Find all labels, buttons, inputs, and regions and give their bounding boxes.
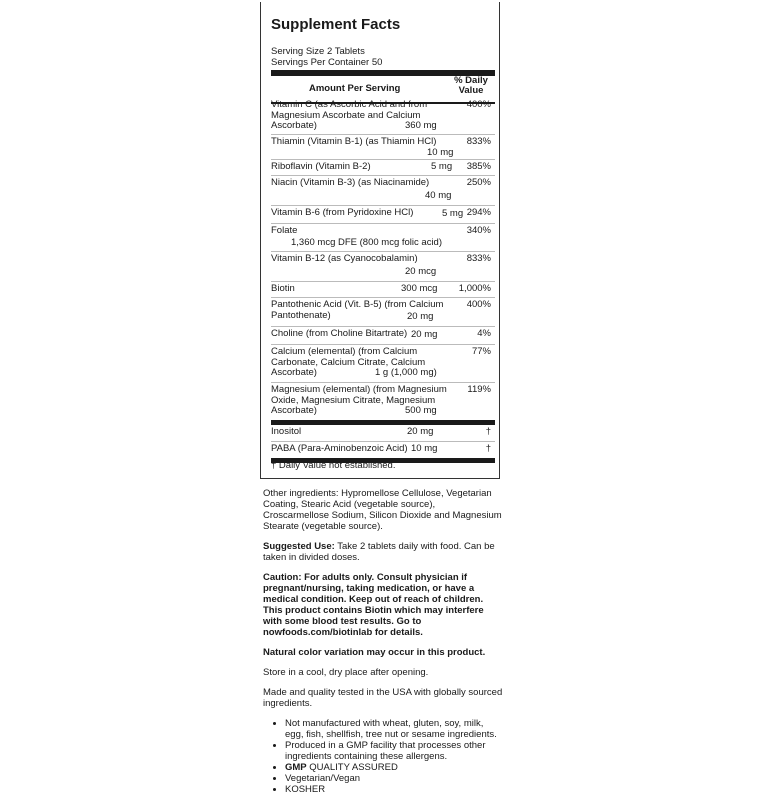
table-row: Folate 1,360 mcg DFE (800 mcg folic acid) 340% <box>271 224 495 252</box>
nutrient-rows <box>271 98 495 463</box>
daily-value-footnote: † Daily Value not established. <box>271 460 396 471</box>
list-item: • Vegetarian/Vegan <box>285 773 503 784</box>
suggested-use <box>263 541 503 563</box>
table-row: Vitamin B-6 (from Pyridoxine HCl) 5 mg 294% <box>271 206 495 224</box>
table-row: Vitamin C (as Ascorbic Acid and from Magnesium Ascorbate and Calcium Ascorbate) 360 mg 400% <box>271 98 495 135</box>
made-in-usa: Made and quality tested in the USA with globally sourced ingredients. <box>263 687 503 709</box>
table-row: Magnesium (elemental) (from Magnesium Oxide, Magnesium Citrate, Magnesium Ascorbate) 500 mg 119% <box>271 383 495 425</box>
storage-instructions: Store in a cool, dry place after opening. <box>263 667 429 678</box>
servings-per-container: Servings Per Container 50 <box>271 57 383 68</box>
caution-warning: Caution: For adults only. Consult physician if pregnant/nursing, taking medication, or have a medical condition. Keep out of reach of children. This product contains Biotin which may interfere with some blood test results. Go to nowfoods.com/biotinlab for details. <box>263 572 484 638</box>
serving-size: Serving Size 2 Tablets <box>271 46 365 57</box>
table-row: Riboflavin (Vitamin B-2) 5 mg 385% <box>271 160 495 176</box>
supplement-facts-panel <box>260 2 500 479</box>
label-text-section <box>263 488 503 795</box>
list-item: • GMP QUALITY ASSURED <box>285 762 503 773</box>
table-row: Choline (from Choline Bitartrate) 20 mg 4% <box>271 327 495 345</box>
table-row: Vitamin B-12 (as Cyanocobalamin) 20 mcg 833% <box>271 252 495 282</box>
daily-value-header: % Daily Value <box>454 75 488 96</box>
table-row: Pantothenic Acid (Vit. B-5) (from Calcium Pantothenate) 20 mg 400% <box>271 298 495 327</box>
suggested-use-label: Suggested Use: <box>263 541 335 552</box>
list-item: • Produced in a GMP facility that processes other ingredients containing these allergens. <box>285 740 503 762</box>
table-row: Biotin 300 mcg 1,000% <box>271 282 495 298</box>
table-row: Thiamin (Vitamin B-1) (as Thiamin HCl) 10 mg 833% <box>271 135 495 160</box>
serving-info <box>271 46 382 68</box>
table-row: Niacin (Vitamin B-3) (as Niacinamide) 40 mg 250% <box>271 176 495 206</box>
table-row: PABA (Para-Aminobenzoic Acid) 10 mg † <box>271 442 495 463</box>
other-ingredients: Other ingredients: Hypromellose Cellulose, Vegetarian Coating, Stearic Acid (vegetable source), Croscarmellose Sodium, Silicon Dioxide and Magnesium Stearate (vegetable source). <box>263 488 502 532</box>
table-row: Inositol 20 mg † <box>271 425 495 442</box>
panel-title: Supplement Facts <box>271 16 401 33</box>
product-claims-list <box>263 718 503 795</box>
color-variation-note: Natural color variation may occur in this product. <box>263 647 486 658</box>
table-row: Calcium (elemental) (from Calcium Carbonate, Calcium Citrate, Calcium Ascorbate) 1 g (1,000 mg) 77% <box>271 345 495 383</box>
list-item: • Not manufactured with wheat, gluten, soy, milk, egg, fish, shellfish, tree nut or sesame ingredients. <box>285 718 503 740</box>
amount-per-serving-header: Amount Per Serving <box>309 83 401 94</box>
list-item: • KOSHER <box>285 784 503 795</box>
suggested-use-text: Take 2 tablets daily with food. Can be taken in divided doses. <box>263 541 495 563</box>
